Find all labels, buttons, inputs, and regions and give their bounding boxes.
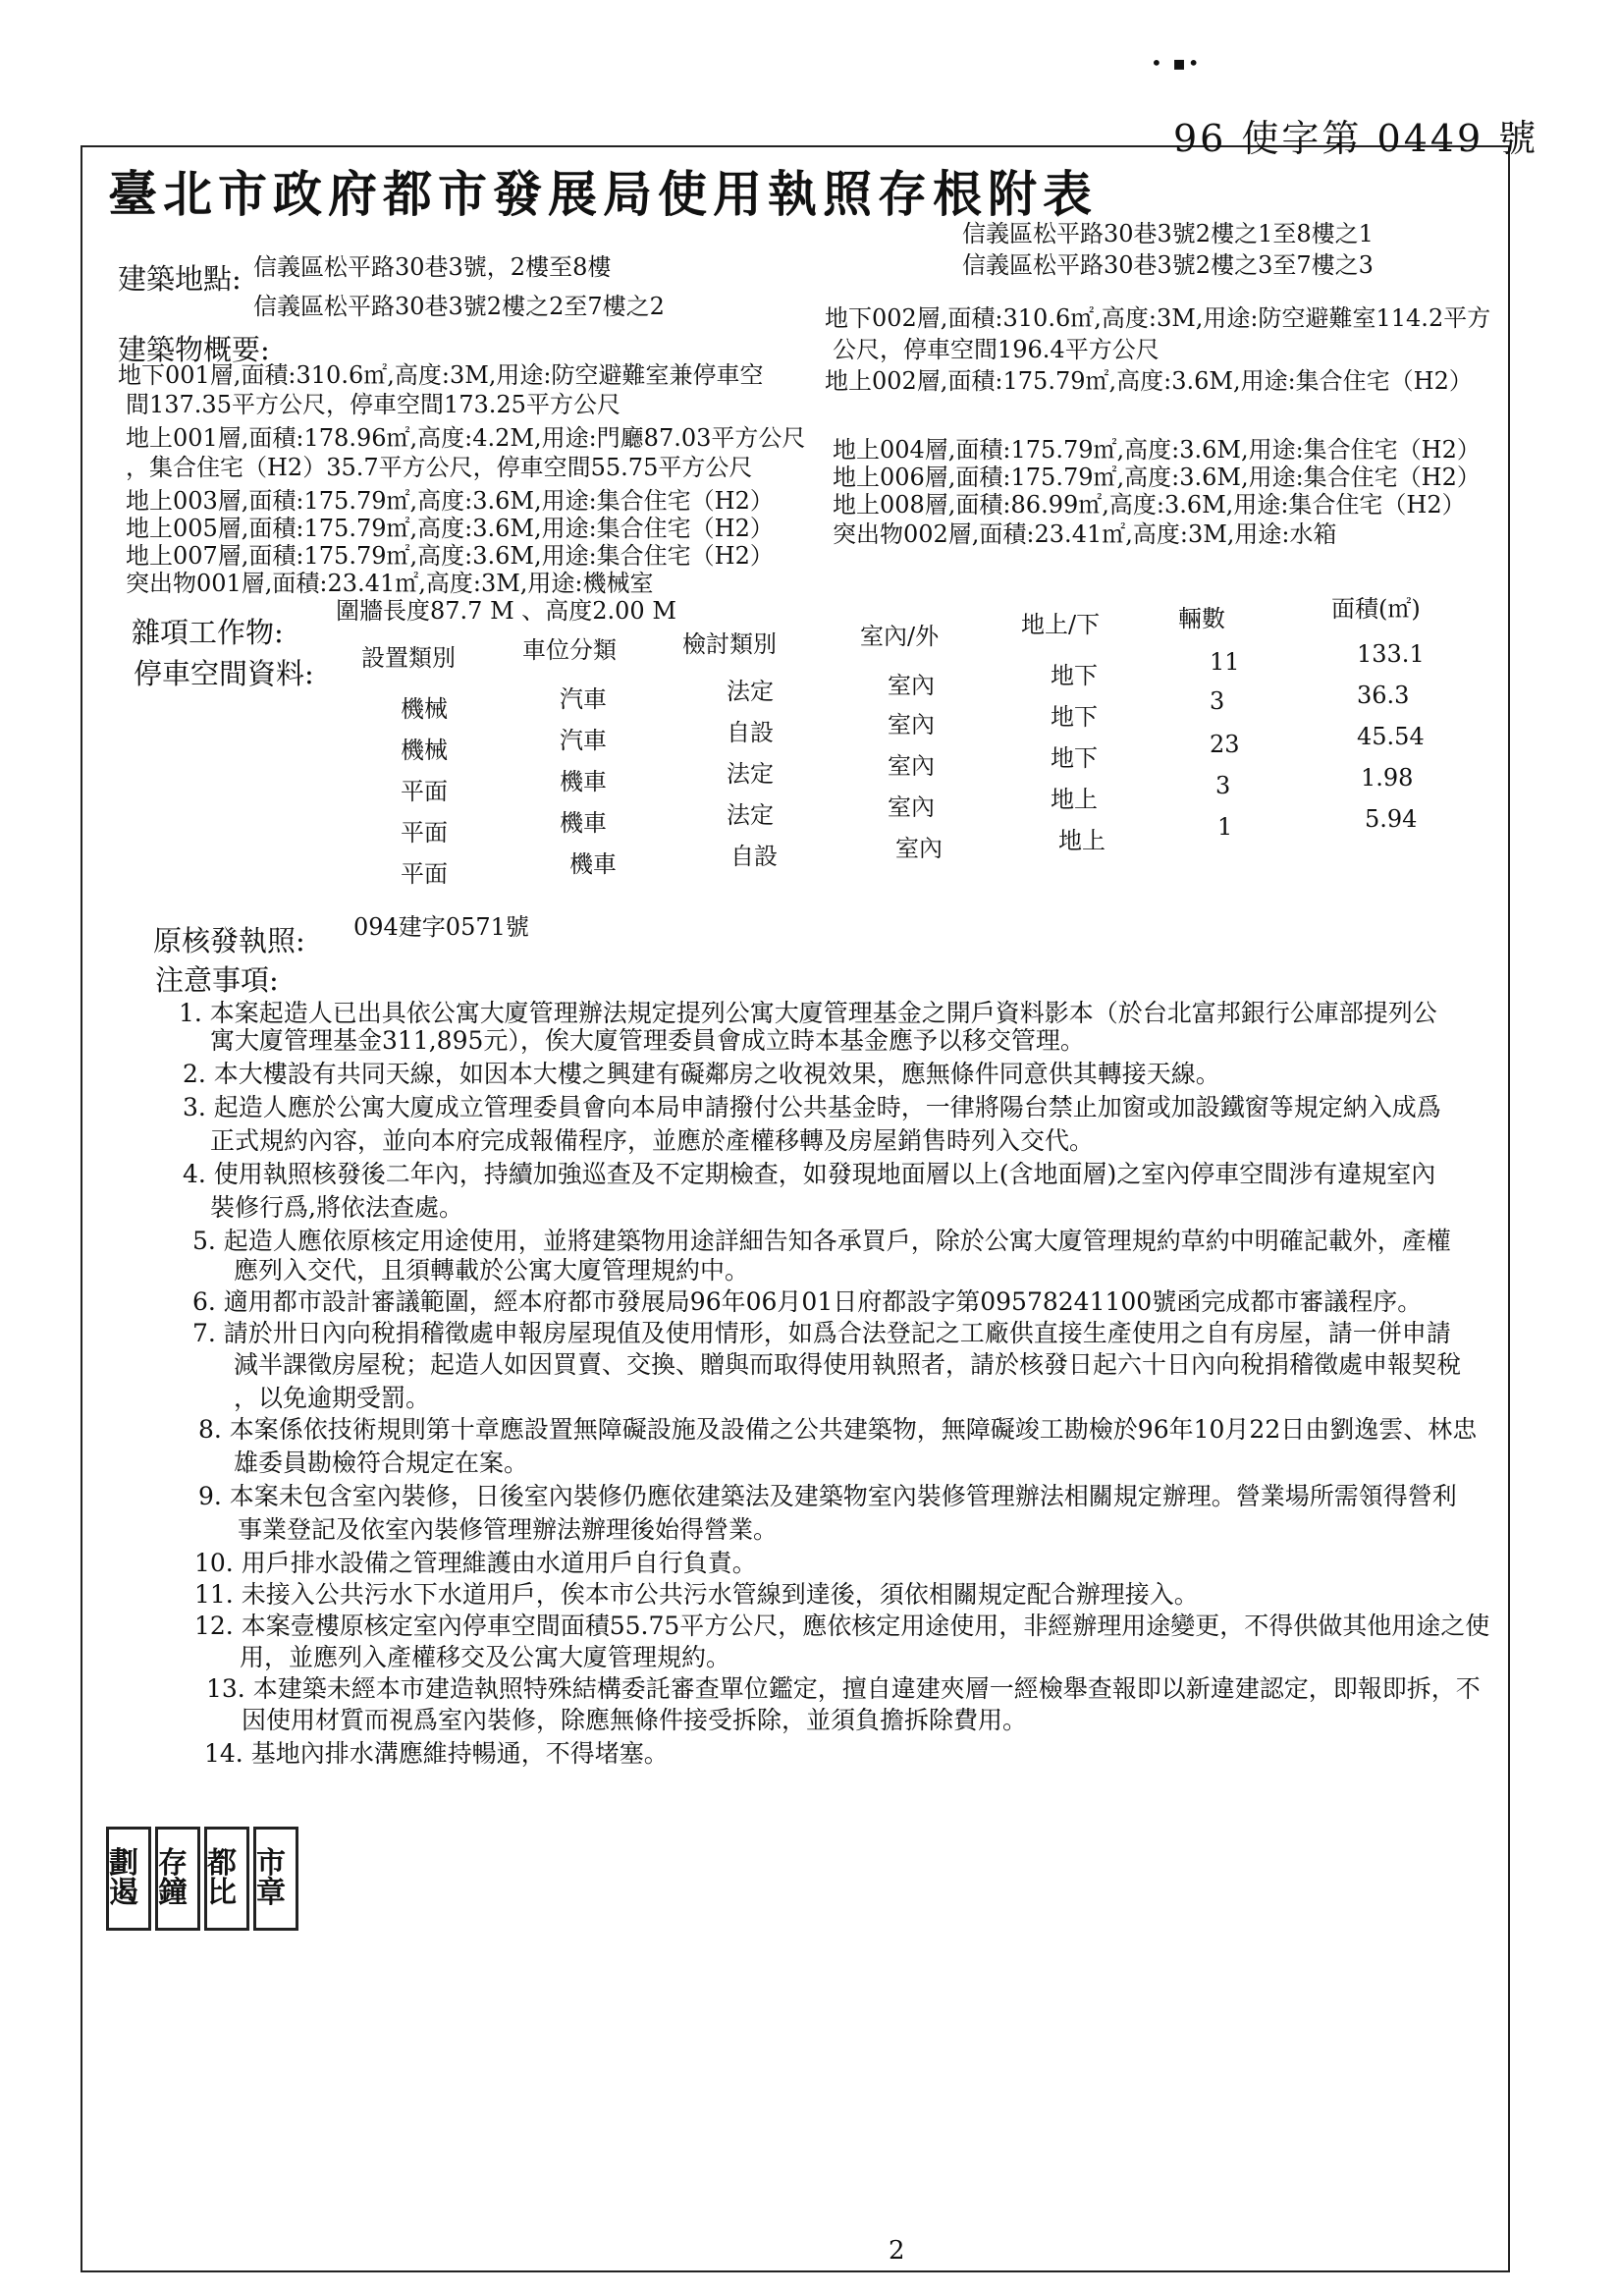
misc-label: 雜項工作物: xyxy=(132,616,284,649)
page-number: 2 xyxy=(889,2236,905,2266)
note-line: 12. 本案壹樓原核定室內停車空間面積55.75平方公尺，應依核定用途使用，非經辦理用途變更，不得供做其他用途之使 xyxy=(194,1612,1490,1640)
note-line: 14. 基地內排水溝應維持暢通，不得堵塞。 xyxy=(204,1739,669,1768)
table-cell: 室內 xyxy=(895,835,943,862)
table-cell: 地下 xyxy=(1051,744,1098,772)
note-line: 4. 使用執照核發後二年內，持續加強巡查及不定期檢查，如發現地面層以上(含地面層)之室內停車空間涉有違規室內 xyxy=(183,1160,1436,1188)
seal-column: 市章 xyxy=(253,1827,298,1931)
note-line: 10. 用戶排水設備之管理維護由水道用戶自行負責。 xyxy=(194,1549,757,1577)
note-line: 3. 起造人應於公寓大廈成立管理委員會向本局申請撥付公共基金時，一律將陽台禁止加窗或加設鐵窗等規定納入成爲 xyxy=(183,1093,1441,1121)
table-cell: 機械 xyxy=(401,695,448,723)
note-line: 6. 適用都市設計審議範圍，經本府都市發展局96年06月01日府都設字第09578241100號函完成都市審議程序。 xyxy=(192,1287,1423,1316)
overview-right-5: 地上006層,面積:175.79㎡,高度:3.6M,用途:集合住宅（H2） xyxy=(833,464,1481,491)
note-line: 雄委員勘檢符合規定在案。 xyxy=(234,1449,529,1477)
table-cell: 36.3 xyxy=(1357,682,1410,709)
seal-column: 存鐘 xyxy=(155,1827,200,1931)
misc-value: 圍牆長度87.7 M 、高度2.00 M xyxy=(336,597,676,625)
site-line-right-1: 信義區松平路30巷3號2樓之1至8樓之1 xyxy=(962,220,1374,247)
overview-right-1: 地下002層,面積:310.6㎡,高度:3M,用途:防空避難室114.2平方 xyxy=(825,304,1491,332)
table-cell: 平面 xyxy=(401,778,448,805)
site-line-left-2: 信義區松平路30巷3號2樓之2至7樓之2 xyxy=(253,293,665,320)
original-license-value: 094建字0571號 xyxy=(353,913,529,941)
note-line: 8. 本案係依技術規則第十章應設置無障礙設施及設備之公共建築物，無障礙竣工勘檢於96年10月22日由劉逸雲、林忠 xyxy=(198,1415,1478,1444)
table-cell: 法定 xyxy=(727,801,774,829)
note-line: 應列入交代，且須轉載於公寓大廈管理規約中。 xyxy=(234,1256,750,1285)
note-line: 因使用材質而視爲室內裝修，除應無條件接受拆除，並須負擔拆除費用。 xyxy=(242,1706,1028,1734)
table-cell: 室內 xyxy=(888,752,935,780)
note-line: 寓大廈管理基金311,895元），俟大廈管理委員會成立時本基金應予以移交管理。 xyxy=(210,1026,1085,1055)
table-cell: 1 xyxy=(1217,813,1233,841)
note-line: 1. 本案起造人已出具依公寓大廈管理辦法規定提列公寓大廈管理基金之開戶資料影本（於台北富邦銀行公庫部提列公 xyxy=(179,999,1437,1027)
table-cell: 室內 xyxy=(888,711,935,738)
overview-label: 建築物概要: xyxy=(118,333,270,366)
note-line: 正式規約內容，並向本府完成報備程序，並應於產權移轉及房屋銷售時列入交代。 xyxy=(210,1126,1095,1155)
note-line: 2. 本大樓設有共同天線，如因本大樓之興建有礙鄰房之收視效果，應無條件同意供其轉接天線。 xyxy=(183,1060,1220,1088)
parking-header: 室內/外 xyxy=(860,623,940,650)
note-line: 9. 本案未包含室內裝修，日後室內裝修仍應依建築法及建築物室內裝修管理辦法相關規定辦理。營業場所需領得營利 xyxy=(198,1482,1457,1510)
table-cell: 平面 xyxy=(401,819,448,847)
site-line-right-2: 信義區松平路30巷3號2樓之3至7樓之3 xyxy=(962,251,1374,279)
document-title: 臺北市政府都市發展局使用執照存根附表 xyxy=(108,165,1098,223)
parking-header: 檢討類別 xyxy=(682,630,777,658)
table-cell: 室內 xyxy=(888,793,935,821)
table-cell: 自設 xyxy=(727,719,774,746)
overview-left-8: 突出物001層,面積:23.41㎡,高度:3M,用途:機械室 xyxy=(126,570,654,597)
overview-left-2: 間137.35平方公尺，停車空間173.25平方公尺 xyxy=(126,391,620,418)
seal-column: 劃遏 xyxy=(106,1827,151,1931)
table-cell: 地下 xyxy=(1051,662,1098,689)
overview-right-6: 地上008層,面積:86.99㎡,高度:3.6M,用途:集合住宅（H2） xyxy=(833,491,1466,519)
table-cell: 3 xyxy=(1210,687,1225,715)
official-seal xyxy=(106,1827,298,1931)
table-cell: 地上 xyxy=(1058,827,1106,854)
table-cell: 23 xyxy=(1210,731,1240,758)
table-cell: 汽車 xyxy=(560,727,607,754)
note-line: 13. 本建築未經本市建造執照特殊結構委託審查單位鑑定，擅自違建夾層一經檢舉查報即以新違建認定，即報即拆，不 xyxy=(206,1674,1481,1703)
original-license-label: 原核發執照: xyxy=(153,924,305,957)
table-cell: 機車 xyxy=(569,850,617,878)
parking-header: 輛數 xyxy=(1178,605,1225,632)
permit-number: 96 使字第 0449 號 xyxy=(1173,117,1539,160)
note-line: 5. 起造人應依原核定用途使用，並將建築物用途詳細告知各承買戶，除於公寓大廈管理規約草約中明確記載外，產權 xyxy=(192,1227,1451,1255)
note-line: ，以免逾期受罰。 xyxy=(234,1384,431,1412)
overview-right-7: 突出物002層,面積:23.41㎡,高度:3M,用途:水箱 xyxy=(833,520,1337,548)
table-cell: 5.94 xyxy=(1365,805,1418,833)
table-cell: 地下 xyxy=(1051,703,1098,731)
parking-header: 設置類別 xyxy=(361,644,456,672)
overview-left-3: 地上001層,面積:178.96㎡,高度:4.2M,用途:門廳87.03平方公尺 xyxy=(126,424,806,452)
site-line-left-1: 信義區松平路30巷3號，2樓至8樓 xyxy=(253,253,612,281)
table-cell: 法定 xyxy=(727,678,774,705)
note-line: 事業登記及依室內裝修管理辦法辦理後始得營業。 xyxy=(238,1515,779,1544)
table-cell: 室內 xyxy=(888,672,935,699)
seal-column: 都比 xyxy=(204,1827,249,1931)
parking-label: 停車空間資料: xyxy=(134,657,314,690)
table-cell: 法定 xyxy=(727,760,774,788)
table-cell: 平面 xyxy=(401,860,448,888)
overview-left-5: 地上003層,面積:175.79㎡,高度:3.6M,用途:集合住宅（H2） xyxy=(126,487,774,515)
table-cell: 機械 xyxy=(401,737,448,764)
overview-left-7: 地上007層,面積:175.79㎡,高度:3.6M,用途:集合住宅（H2） xyxy=(126,542,774,570)
table-cell: 機車 xyxy=(560,809,607,837)
table-cell: 3 xyxy=(1215,772,1231,799)
table-cell: 汽車 xyxy=(560,685,607,713)
overview-right-2: 公尺，停車空間196.4平方公尺 xyxy=(833,336,1160,363)
overview-right-3: 地上002層,面積:175.79㎡,高度:3.6M,用途:集合住宅（H2） xyxy=(825,367,1473,395)
parking-header: 地上/下 xyxy=(1021,611,1101,638)
parking-header: 面積(㎡) xyxy=(1331,595,1421,623)
note-line: 裝修行爲,將依法查處。 xyxy=(210,1193,463,1222)
table-cell: 45.54 xyxy=(1357,723,1425,750)
scan-marks: • ▪• xyxy=(1151,51,1202,75)
note-line: 7. 請於卅日內向稅捐稽徵處申報房屋現值及使用情形，如爲合法登記之工廠供直接生產使用之自有房屋，請一併申請 xyxy=(192,1319,1451,1347)
overview-right-4: 地上004層,面積:175.79㎡,高度:3.6M,用途:集合住宅（H2） xyxy=(833,436,1481,464)
overview-left-1: 地下001層,面積:310.6㎡,高度:3M,用途:防空避難室兼停車空 xyxy=(118,361,764,389)
overview-left-6: 地上005層,面積:175.79㎡,高度:3.6M,用途:集合住宅（H2） xyxy=(126,515,774,542)
table-cell: 自設 xyxy=(730,843,778,870)
table-cell: 地上 xyxy=(1051,786,1098,813)
parking-header: 車位分類 xyxy=(522,636,617,664)
table-cell: 11 xyxy=(1210,648,1240,676)
table-cell: 1.98 xyxy=(1361,764,1414,792)
table-cell: 機車 xyxy=(560,768,607,795)
site-label: 建築地點: xyxy=(118,262,242,296)
note-line: 減半課徵房屋稅；起造人如因買賣、交換、贈與而取得使用執照者，請於核發日起六十日內向稅捐稽徵處申報契稅 xyxy=(234,1350,1462,1379)
note-line: 用，並應列入產權移交及公寓大廈管理規約。 xyxy=(240,1643,731,1671)
note-line: 11. 未接入公共污水下水道用戶，俟本市公共污水管線到達後，須依相關規定配合辦理接入。 xyxy=(194,1580,1199,1609)
notes-label: 注意事項: xyxy=(155,963,279,997)
overview-left-4: ，集合住宅（H2）35.7平方公尺，停車空間55.75平方公尺 xyxy=(126,454,753,481)
table-cell: 133.1 xyxy=(1357,640,1425,668)
